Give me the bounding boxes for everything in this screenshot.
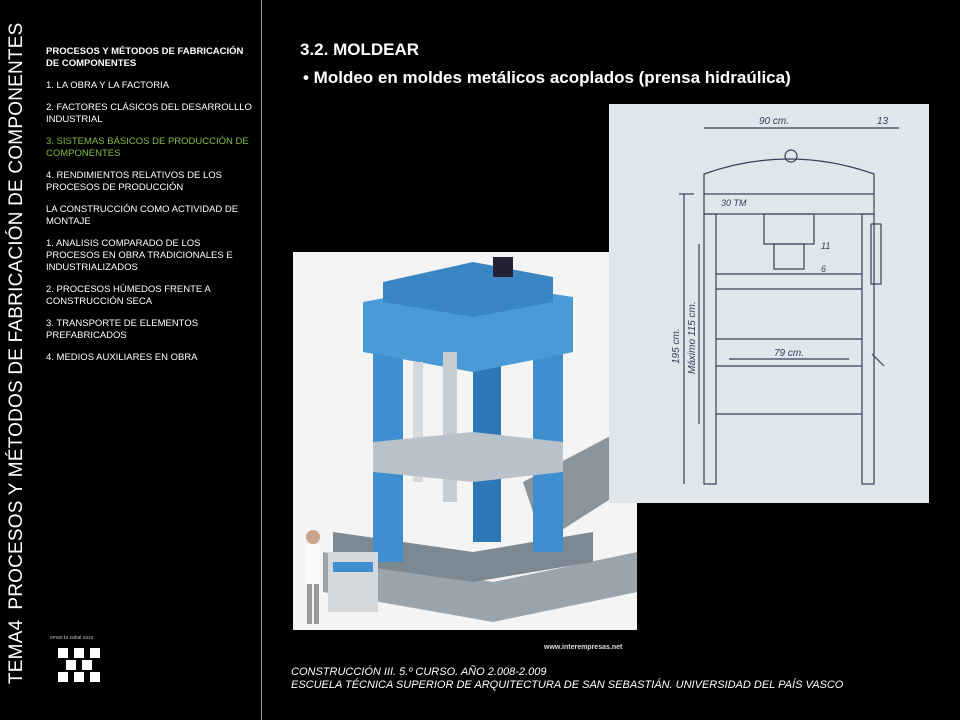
drawing-label-height: 195 cm.: [671, 328, 682, 364]
nav-item-factores-clasicos[interactable]: 2. FACTORES CLÁSICOS DEL DESARROLLLO INDUSTRIAL: [46, 102, 252, 125]
nav-item-procesos-humedos[interactable]: 2. PROCESOS HÚMEDOS FRENTE A CONSTRUCCIÓN SECA: [46, 284, 211, 307]
nav-item-construccion-montaje[interactable]: LA CONSTRUCCIÓN COMO ACTIVIDAD DE MONTAJE: [46, 204, 239, 227]
nav-item-sistemas-basicos[interactable]: 3. SISTEMAS BÁSICOS DE PRODUCCIÓN DE COMPONENTES: [46, 136, 249, 159]
sidebar-divider: [261, 0, 262, 720]
sidebar-nav: [46, 46, 256, 364]
drawing-label-d1: 11: [821, 241, 831, 251]
nav-item-medios-auxiliares[interactable]: 4. MEDIOS AUXILIARES EN OBRA: [46, 352, 198, 363]
footer-course: CONSTRUCCIÓN III. 5.º CURSO. AÑO 2.008-2.009: [291, 666, 547, 678]
hydraulic-press-photo: [293, 252, 637, 630]
drawing-label-inner: 79 cm.: [774, 348, 805, 359]
image-credit: www.interempresas.net: [544, 644, 623, 651]
nav-item-obra-factoria[interactable]: 1. LA OBRA Y LA FACTORIA: [46, 80, 170, 91]
nav-header-line: PROCESOS Y MÉTODOS DE FABRICACIÓN: [46, 46, 244, 57]
slide-title: 3.2. MOLDEAR: [300, 40, 420, 59]
drawing-label-max: Máximo 115 cm.: [687, 301, 698, 374]
university-logo: [48, 634, 112, 690]
subject-label: PROCESOS Y MÉTODOS DE FABRICACIÓN DE COMPONENTES: [6, 22, 27, 610]
press-drawing-illustration: [609, 104, 929, 503]
technical-drawing: [609, 104, 929, 503]
footer-school: ESCUELA TÉCNICA SUPERIOR DE ARQUITECTURA DE SAN SEBASTIÁN. UNIVERSIDAD DEL PAÍS VASCO: [291, 679, 844, 691]
press-photo-illustration: [293, 252, 637, 630]
tema-label: TEMA4: [6, 619, 27, 684]
drawing-label-width: 90 cm.: [759, 116, 790, 127]
nav-item-rendimientos[interactable]: 4. RENDIMIENTOS RELATIVOS DE LOS PROCESOS DE PRODUCCIÓN: [46, 170, 222, 193]
logo-caption: eman ta zabal zazu: [50, 635, 94, 641]
nav-header-line: DE COMPONENTES: [46, 58, 137, 69]
drawing-label-side: 13: [877, 116, 889, 127]
nav-header: [46, 46, 256, 70]
drawing-label-d2: 6: [821, 264, 827, 274]
vertical-course-title: [4, 24, 30, 684]
drawing-label-tonnage: 30 TM: [721, 198, 747, 208]
nav-item-transporte[interactable]: 3. TRANSPORTE DE ELEMENTOS PREFABRICADOS: [46, 318, 199, 341]
footer: [291, 666, 843, 692]
bullet-point: • Moldeo en moldes metálicos acoplados (prensa hidraúlica): [303, 68, 791, 87]
nav-item-analisis-comparado[interactable]: 1. ANALISIS COMPARADO DE LOS PROCESOS EN OBRA TRADICIONALES E INDUSTRIALIZADOS: [46, 238, 233, 273]
